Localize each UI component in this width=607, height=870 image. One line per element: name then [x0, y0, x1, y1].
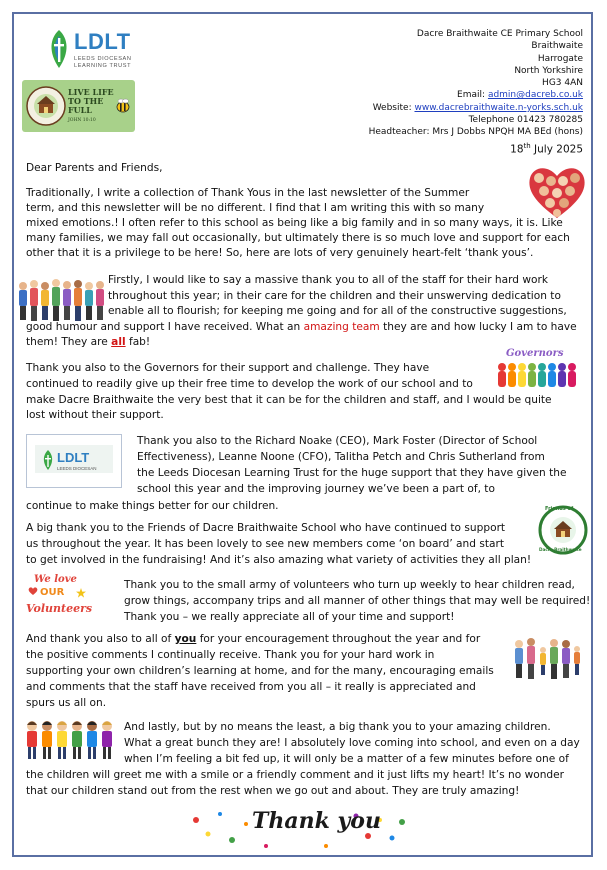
- email-row: [369, 89, 583, 101]
- para2-line2: throughout this year; in their care for the children and their unswerving dedication to: [108, 290, 561, 302]
- letter-date: 18th July 2025: [510, 141, 583, 156]
- leaf-cross-icon: [46, 28, 72, 70]
- website-link[interactable]: www.dacrebraithwaite.n-yorks.sch.uk: [414, 102, 583, 113]
- para1-line2: term, and this newsletter will be no different. I find that I am writing this with so many: [26, 202, 485, 214]
- para4-line5: continue to make things better for our children.: [26, 500, 279, 512]
- para3-line1: Thank you also to the Governors for their support and challenge. They have: [26, 362, 430, 374]
- friends-logo-text-2: Dacre Braithwaite: [539, 547, 582, 552]
- ldlt-boxed-logo: [26, 434, 122, 488]
- para3-line4: lost without their support.: [26, 409, 164, 421]
- para3-line2: continued to readily give up their free time to develop the work of our school and to: [26, 378, 473, 390]
- para8-line5: that our children stand out from the rest when we go out and about. They are truly amazing!: [26, 785, 520, 797]
- para5-line3: to get involved in the fundraising! And it’s also amazing what variety of activities they all plan!: [26, 554, 532, 566]
- para7-line1: And thank you also to all of you for your encouragement throughout the year and for: [26, 633, 481, 645]
- para3-line3: make Dacre Braithwaite the very best that it can be for the children and staff, and I would be quite: [26, 394, 552, 406]
- badge-motto-3: FULL: [68, 105, 92, 115]
- para7-line3: supporting your own children’s learning at home, and for the many, encouraging emails: [26, 665, 494, 677]
- badge-motto-1: LIVE LIFE: [68, 87, 114, 97]
- para1-line4: many families, we may fall out occasionally, but ultimately there is so much love and support for each: [26, 232, 570, 244]
- telephone: Telephone 01423 780285: [468, 115, 583, 126]
- staff-group-image: [17, 277, 107, 323]
- para8-line1: And lastly, but by no means the least, a big thank you to your amazing children.: [124, 721, 551, 733]
- para7-line5: spurs us all on.: [26, 697, 107, 709]
- email-label: Email:: [457, 90, 486, 101]
- school-address-block: [369, 28, 583, 156]
- ldlt-box-subtitle: LEEDS DIOCESAN: [57, 466, 97, 471]
- school-badge: [22, 80, 135, 132]
- para7-line4: and comments that the staff have received from you all – it really is appreciated and: [26, 681, 476, 693]
- volunteers-line-1: We love: [34, 574, 77, 585]
- address-line-2: Harrogate: [537, 53, 583, 64]
- governors-image: [496, 348, 582, 390]
- para7-line2: the positive comments I continually receive. Thank you for your hard work in: [26, 649, 435, 661]
- para1-line1: Traditionally, I write a collection of Thank Yous in the last newsletter of the Summer: [26, 187, 470, 199]
- badge-motto-2: TO THE: [68, 96, 104, 106]
- para1-line5: other that it is a privilege to be here! So, here are lots of very genuinely heart-felt ‘thank yous’.: [26, 247, 534, 259]
- para4-line4: school this year and the improving journey we’ve been a part of, to: [137, 483, 495, 495]
- ldlt-subtitle-2: LEARNING TRUST: [74, 63, 132, 69]
- headteacher: Headteacher: Mrs J Dobbs NPQH MA BEd (hons): [368, 127, 583, 138]
- para4-line2: Effectiveness), Leanne Noone (CFO), Talitha Petch and Chris Sutherland from: [137, 451, 545, 463]
- ldlt-logo: [44, 28, 144, 72]
- para8-line4: the children will greet me with a smile or a friendly comment and it just lifts my heart! It’s no wonder: [26, 769, 565, 781]
- all-highlight: all: [111, 336, 126, 348]
- para1-line3: mixed emotions.! I often refer to this school as being like a big family and in so many ways, it is. Like: [26, 217, 563, 229]
- volunteers-line-3: Volunteers: [26, 602, 93, 615]
- para5-line2: us throughout the year. It has been lovely to see new members come ‘on board’ and start: [26, 538, 505, 550]
- parents-group-image: [512, 636, 582, 680]
- ldlt-subtitle-1: LEEDS DIOCESAN: [74, 56, 132, 62]
- heart-icon: [28, 586, 38, 596]
- address-line-1: Braithwaite: [531, 41, 583, 52]
- governors-word: Governors: [506, 348, 564, 359]
- friends-logo-text-1: Friends of: [545, 506, 574, 512]
- school-name: Dacre Braithwaite CE Primary School: [416, 29, 583, 39]
- para6-line2: grow things, accompany trips and all manner of other things that may well be required!: [124, 595, 591, 607]
- badge-reference: JOHN 10:10: [68, 118, 96, 123]
- para6-line1: Thank you to the small army of volunteers who turn up weekly to hear children read,: [124, 579, 575, 591]
- amazing-team-highlight: amazing team: [303, 321, 380, 333]
- address-postcode: HG3 4AN: [542, 78, 583, 89]
- governors-people-icon: [496, 360, 582, 390]
- para2-line3: enable all to flourish; for keeping me going and for all of the constructive suggestions,: [108, 305, 567, 317]
- volunteers-graphic: [24, 574, 92, 626]
- thank-you-graphic: [186, 800, 410, 854]
- bee-icon: [114, 98, 132, 114]
- para4-line3: the Leeds Diocesan Learning Trust for the huge support that they have given the: [137, 467, 567, 479]
- star-icon: [76, 588, 86, 598]
- volunteers-line-2: OUR: [40, 587, 65, 598]
- ldlt-leaf-icon: [41, 449, 55, 471]
- school-crest-icon: [25, 83, 67, 129]
- thank-you-text: Thank you: [252, 808, 381, 834]
- heart-of-faces-image: [527, 164, 587, 220]
- website-label: Website:: [372, 102, 412, 113]
- ldlt-box-wordmark: LDLT: [57, 450, 90, 465]
- para4-line1: Thank you also to the Richard Noake (CEO), Mark Foster (Director of School: [137, 435, 538, 447]
- para2-line4: good humour and support I have received. What an amazing team they are and how lucky I am to have: [26, 321, 577, 333]
- website-row: [369, 102, 583, 114]
- para2-line5: them! They are all fab!: [26, 336, 151, 348]
- para2-line1: Firstly, I would like to say a massive thank you to all of the staff for their hard work: [108, 274, 549, 286]
- para5-line1: A big thank you to the Friends of Dacre Braithwaite School who have continued to support: [26, 522, 506, 534]
- children-group-image: [24, 716, 120, 768]
- para8-line3: when I’m feeling a bit fed up, it will only be a matter of a few minutes before one of: [124, 753, 569, 765]
- para8-line2: What a great bunch they are! I absolutely love coming into school, and even on a day: [124, 737, 580, 749]
- para6-line3: Thank you – we really appreciate all of your time and support!: [124, 611, 455, 623]
- you-highlight: you: [174, 633, 197, 645]
- salutation: Dear Parents and Friends,: [26, 162, 163, 174]
- email-link[interactable]: admin@dacreb.co.uk: [487, 90, 583, 101]
- ldlt-wordmark: LDLT: [74, 29, 131, 54]
- address-line-3: North Yorkshire: [514, 65, 583, 76]
